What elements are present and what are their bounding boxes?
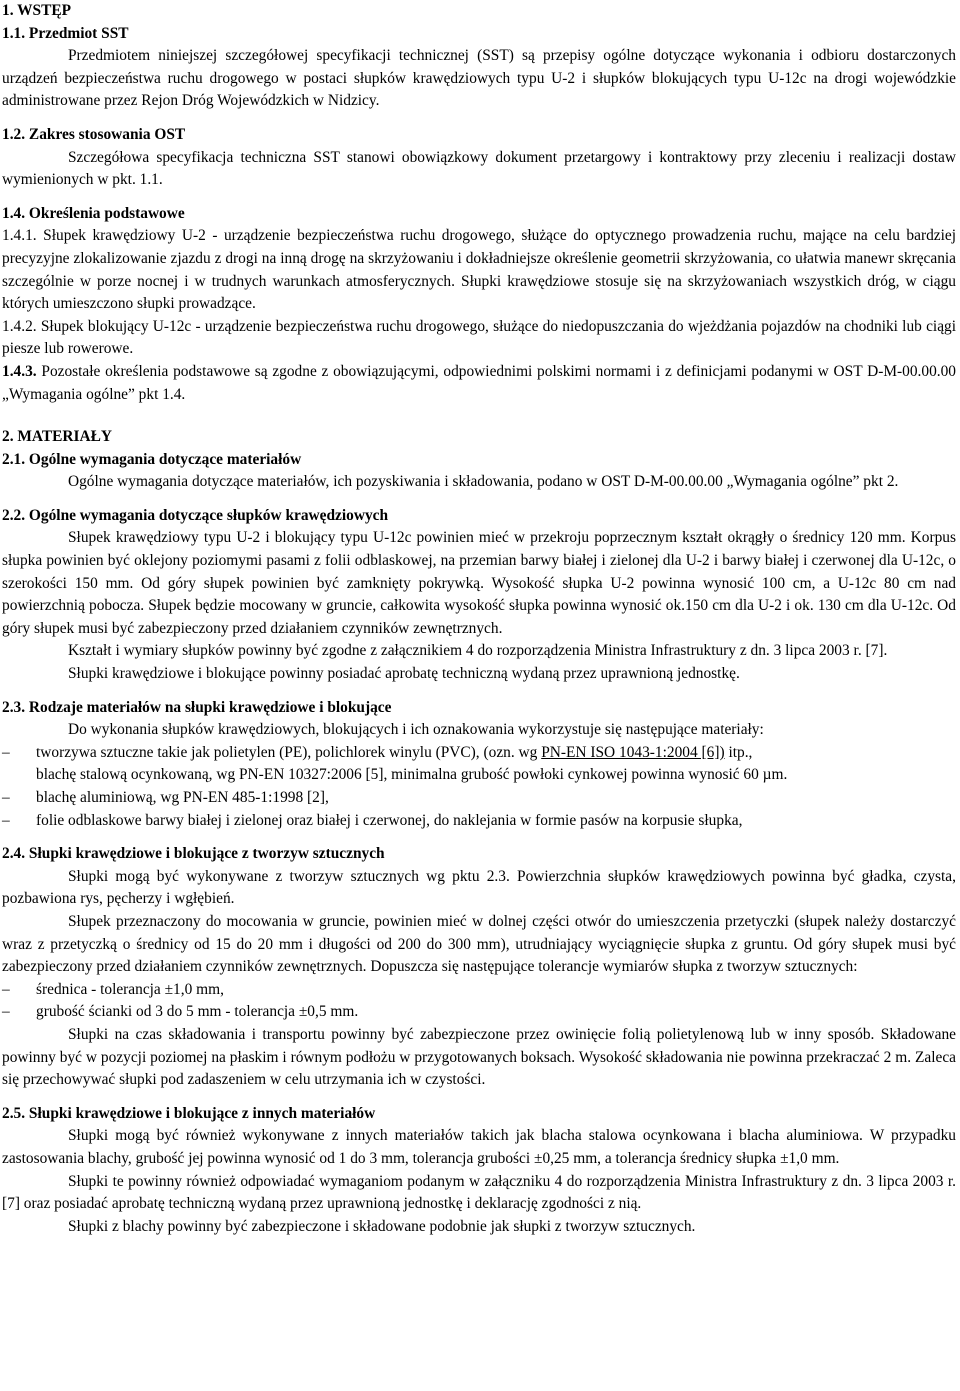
paragraph-2-3: Do wykonania słupków krawędziowych, blokujących i ich oznakowania wykorzystuje się następujące materiały: (68, 721, 764, 739)
paragraph-2-5-c: Słupki z blachy powinny być zabezpieczone i składowane podobnie jak słupki z tworzyw sztucznych. (68, 1217, 696, 1235)
dash-bullet-icon: – (2, 789, 10, 806)
paragraph-2-1: Ogólne wymagania dotyczące materiałów, ich pozyskiwania i składowania, podano w OST D-M-00.00.00 „Wymagania ogólne” pkt 2. (68, 473, 899, 491)
paragraph-number: 1.4.1. (2, 227, 37, 245)
paragraph-1-4-3: 1.4.3. Pozostałe określenia podstawowe są zgodne z obowiązującymi, odpowiednimi polskimi normami i z definicjami podanymi w OST D-M-00.00.00 „Wymagania ogólne” pkt 1.4. (2, 362, 956, 403)
paragraph-1-4-1: 1.4.1. Słupek krawędziowy U-2 - urządzenie bezpieczeństwa ruchu drogowego, służące do optycznego prowadzenia ruchu, mające na celu bardziej precyzyjne zlokalizowanie zjazdu z drogi na inną drogę na skrzyżowaniu i dokładniejsze określenie geometrii skrzyżowania, co ułatwia manewr skręcania szczególnie w porze nocnej i w trudnych warunkach atmosferycznych. Słupki krawędziowe stosuje się na skrzyżowaniach wszystkich dróg, w ciągu których umieszczono słupki prowadzące. (2, 227, 956, 313)
paragraph-2-5-b: Słupki te powinny również odpowiadać wymaganiom podanym w załączniku 4 do rozporządzenia Ministra Infrastruktury z dn. 3 lipca 2003 r. [7] oraz posiadać aprobatę techniczną wydaną przez uprawnioną jednostkę i deklarację zgodności z nią. (2, 1172, 956, 1213)
subsection-heading-1-4: 1.4. Określenia podstawowe (2, 204, 185, 222)
subsection-heading-2-2: 2.2. Ogólne wymagania dotyczące słupków krawędziowych (2, 506, 389, 524)
dash-bullet-icon: – (2, 1003, 10, 1021)
standard-reference-link[interactable]: PN-EN ISO 1043-1:2004 [6]) (541, 743, 725, 761)
subsection-heading-2-5: 2.5. Słupki krawędziowe i blokujące z innych materiałów (2, 1104, 376, 1122)
paragraph-2-2-c: Słupki krawędziowe i blokujące powinny posiadać aprobatę techniczną wydaną przez uprawnioną jednostkę. (68, 665, 740, 683)
dash-bullet-icon: – (2, 980, 10, 998)
paragraph-2-5-a: Słupki mogą być również wykonywane z innych materiałów takich jak blacha stalowa ocynkowana i blacha aluminiowa. W przypadku zastosowania blachy, grubość jej powinna wynosić od 1 do 3 mm, tolerancja grubości ±0,25 mm, a tolerancja średnicy słupka ±1,0 mm. (2, 1127, 956, 1167)
paragraph-2-2-b: Kształt i wymiary słupków powinny być zgodne z załącznikiem 4 do rozporządzenia Ministra Infrastruktury z dn. 3 lipca 2003 r. [7]. (68, 642, 888, 660)
paragraph-1-4-2: 1.4.2. Słupek blokujący U-12c - urządzenie bezpieczeństwa ruchu drogowego, służące do niedopuszczania do wjeżdżania pojazdów na chodniki lub ciągi piesze lub rowerowe. (2, 317, 956, 358)
section-heading-materials: 2. MATERIAŁY (2, 428, 113, 446)
subsection-heading-1-2: 1.2. Zakres stosowania OST (2, 125, 186, 143)
paragraph-2-4-a: Słupki mogą być wykonywane z tworzyw sztucznych wg pktu 2.3. Powierzchnia słupków krawędziowych powinna być gładka, czysta, pozbawiona rys, pęcherzy i wgłębień. (2, 867, 956, 908)
list-item: – grubość ścianki od 3 do 5 mm - tolerancja ±0,5 mm. (2, 1001, 956, 1024)
paragraph-2-4-b: Słupek przeznaczony do mocowania w gruncie, powinien mieć w dolnej części otwór do umieszczenia przetyczki (słupek należy dostarczyć wraz z przetyczką o średnicy od 15 do 20 mm i długości od 200 do 300 mm), utrudniający wyciągnięcie słupka z gruntu. Od góry słupek musi być zabezpieczony przed działaniem czynników zewnętrznych. Dopuszcza się następujące tolerancje wymiarów słupka z tworzyw sztucznych: (2, 912, 956, 976)
list-item: – średnica - tolerancja ±1,0 mm, (2, 979, 956, 1002)
dash-bullet-icon: – (2, 743, 10, 761)
dash-bullet-icon: – (2, 811, 10, 829)
paragraph-2-4-c: Słupki na czas składowania i transportu powinny być zabezpieczone przez owinięcie folią polietylenową lub w inny sposób. Składowane powinny być w pozycji poziomej na płaskim i równym podłożu w przygotowanych boksach. Wysokość składowania nie powinna przekraczać 2 m. Zaleca się przechowywać słupki pod zadaszeniem w celu utrzymania ich w czystości. (2, 1025, 956, 1089)
paragraph-2-2-a: Słupek krawędziowy typu U-2 i blokujący typu U-12c powinien mieć w przekroju poprzecznym kształt okrągły o średnicy 120 mm. Korpus słupka powinien być oklejony poziomymi pasami z folii odblaskowej, na przemian barwy białej i zielonej dla U-2 i barwy białej i czerwonej dla U-12c, o szerokości 150 mm. Od góry słupek powinien być zamknięty pokrywką. Wysokość słupka U-2 powinna wynosić 100 cm, a U-12c 80 cm nad powierzchnią pobocza. Słupek będzie mocowany w gruncie, całkowita wysokość słupka powinna wynosić ok.150 cm dla U-2 i ok. 130 cm dla U-12c. Od góry słupek musi być zabezpieczony przed działaniem czynników zewnętrznych. (2, 529, 956, 637)
list-item: – tworzywa sztuczne takie jak polietylen (PE), polichlorek winylu (PVC), (ozn. wg PN-EN ISO 1043-1:2004 [6]) itp., blachę stalową ocynkowaną, wg PN-EN 10327:2006 [5], minimalna grubość powłoki cynkowej powinna wynosić 60 µm. (2, 743, 788, 784)
paragraph-1-2: Szczegółowa specyfikacja techniczna SST stanowi obowiązkowy dokument przetargowy i kontraktowy przy zleceniu i realizacji dostaw wymienionych w pkt. 1.1. (2, 148, 956, 189)
subsection-heading-2-3: 2.3. Rodzaje materiałów na słupki krawędziowe i blokujące (2, 698, 392, 716)
section-heading-intro: 1. WSTĘP (2, 2, 71, 19)
subsection-heading-1-1: 1.1. Przedmiot SST (2, 24, 129, 42)
list-item: – folie odblaskowe barwy białej i zielonej oraz białej i czerwonej, do naklejania w formie pasów na korpusie słupka, (2, 810, 956, 833)
subsection-heading-2-4: 2.4. Słupki krawędziowe i blokujące z tworzyw sztucznych (2, 845, 385, 863)
subsection-heading-2-1: 2.1. Ogólne wymagania dotyczące materiałów (2, 450, 302, 468)
paragraph-number: 1.4.3. (2, 362, 37, 380)
paragraph-number: 1.4.2. (2, 317, 37, 335)
paragraph-1-1: Przedmiotem niniejszej szczegółowej specyfikacji technicznej (SST) są przepisy ogólne dotyczące wykonania i odbioru dostarczonych urządzeń bezpieczeństwa ruchu drogowego w postaci słupków krawędziowych typu U-2 i słupków blokujących typu U-12c na drogi wojewódzkie administrowane przez Rejon Dróg Wojewódzkich w Nidzicy. (2, 47, 956, 110)
list-item: – blachę aluminiową, wg PN-EN 485-1:1998 [2], (2, 787, 956, 810)
